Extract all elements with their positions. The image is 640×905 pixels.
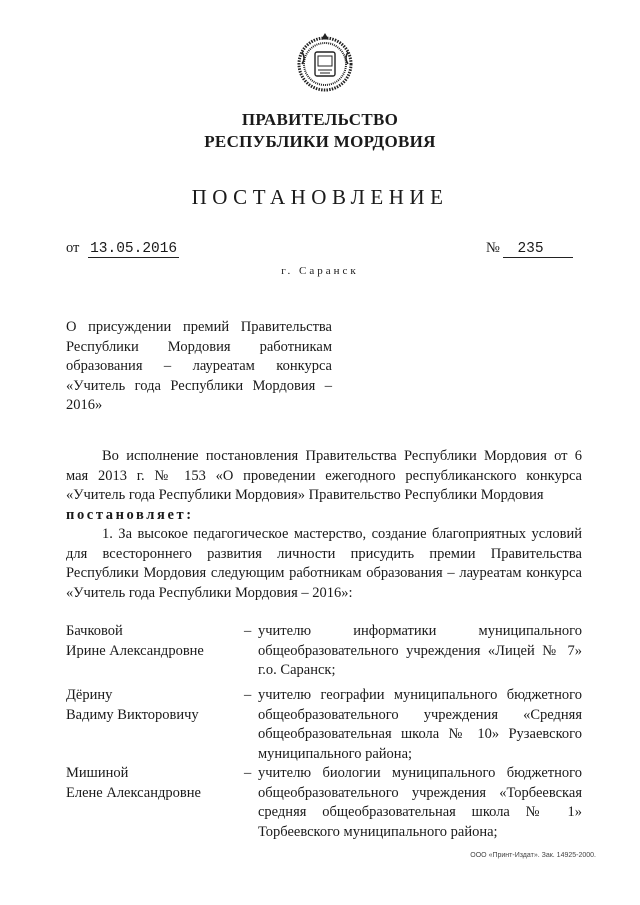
print-footer: ООО «Принт-Издат». Зак. 14925-2000. [470, 852, 596, 859]
awardee-given-names: Елене Александровне [66, 784, 201, 801]
awardee-dash: – [244, 687, 252, 703]
awardee-surname: Мишиной [66, 765, 129, 781]
number-line [486, 240, 573, 258]
body-text [66, 447, 582, 603]
number-prefix: № [486, 240, 500, 256]
awardee-surname: Дёрину [66, 687, 113, 703]
resolves-word: постановляет: [66, 506, 194, 523]
coat-of-arms-emblem [294, 30, 356, 94]
point-1-paragraph: 1. За высокое педагогическое мастерство, создание благоприятных условий для всестороннего развития личности присудить премии Правительства Республики Мордовия следующим работникам образования – лауреатам конкурса «Учитель года Республики Мордовия – 2016»: [66, 526, 582, 601]
document-date: 13.05.2016 [90, 241, 178, 257]
awardee-surname: Бачковой [66, 623, 123, 639]
awardee-given-names: Вадиму Викторовичу [66, 706, 199, 723]
intro-text: Во исполнение постановления Правительства Республики Мордовия от 6 мая 2013 г. № 153 «О проведении ежегодного республиканского конкурса «Учитель года Республики Мордовия» Правительство Республики Мордовия [66, 448, 582, 503]
date-line [66, 240, 179, 258]
city: г. Саранск [281, 265, 359, 277]
date-prefix: от [66, 240, 80, 256]
awardee-description: учителю биологии муниципального бюджетного общеобразовательного учреждения «Торбеевская средняя общеобразовательная школа № 1» Торбеевского муниципального района; [258, 765, 582, 840]
awardee-description: учителю географии муниципального бюджетного общеобразовательного учреждения «Средняя общеобразовательная школа № 10» Рузаевского муниципального района; [258, 687, 582, 762]
awardee-name [66, 622, 241, 661]
awardee-dash: – [244, 765, 252, 781]
document-type: ПОСТАНОВЛЕНИЕ [191, 185, 449, 209]
awardee-dash: – [244, 623, 252, 639]
awardee-description: учителю информатики муниципального общеобразовательного учреждения «Лицей № 7» г.о. Саранск; [258, 623, 582, 678]
awardee-name [66, 686, 241, 725]
government-title-line1: ПРАВИТЕЛЬСТВО [241, 110, 399, 129]
awardee-given-names: Ирине Александровне [66, 642, 204, 659]
intro-paragraph [66, 447, 582, 506]
awardee-name [66, 764, 241, 803]
document-number: 235 [503, 242, 573, 258]
government-title-line2: РЕСПУБЛИКИ МОРДОВИЯ [204, 132, 436, 151]
document-subject: О присуждении премий Правительства Республики Мордовия работникам образования – лауреатам конкурса «Учитель года Республики Мордовия – 2016» [66, 319, 332, 413]
